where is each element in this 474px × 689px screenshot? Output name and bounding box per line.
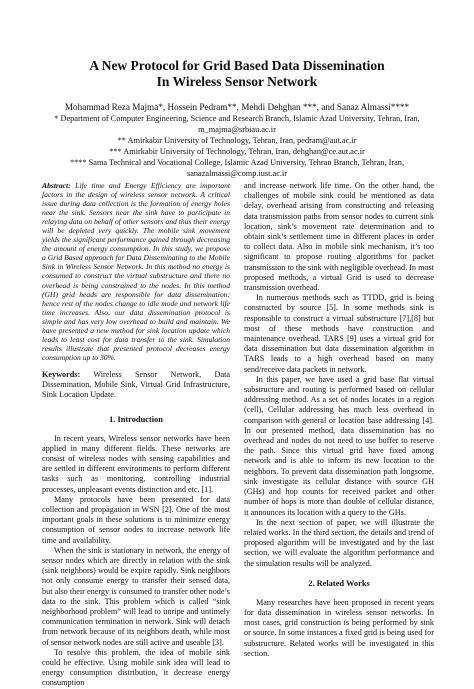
section-heading-related-works: 2. Related Works <box>308 578 370 588</box>
affiliation-4-email: sanazalmassi@comp.iust.ac.ir <box>186 169 288 178</box>
intro-paragraph-4: To resolve this problem, the idea of mobile sink could be effective. Using mobile sink idea will lead to energy consumption distribution, it decrease energy consumption <box>42 647 230 688</box>
affiliation-1: * Department of Computer Engineering, Science and Research Branch, Islamic Azad University, Tehran, Iran, <box>54 114 420 123</box>
section-heading-introduction: 1. Introduction <box>109 414 163 424</box>
section-spacer <box>244 569 434 579</box>
affiliation-4: **** Sama Technical and Vocational College, Islamic Azad University, Tehran Branch, Tehran, Iran, <box>69 158 405 167</box>
intro-paragraph-3: When the sink is stationary in network, the energy of sensor nodes which are directly in relation with the sink (sink neighbors) would be expire rapidly. Sink neighbors not only consume energy to transfer their sensed data, but also their energy is consumed to transfer other node’s data to the sink. This problem which is called “sink neighborhood problem” will lead to unripe and untimely communication termination in network. Sink will detach from network because of its neighbors death, while most of sensor network nodes are still active and useable [3]. <box>42 545 230 647</box>
affiliation-1-email: m_majma@srbiau.ac.ir <box>198 125 276 134</box>
left-column <box>42 181 230 689</box>
abstract-label: Abstract: <box>42 181 71 190</box>
intro-paragraph-5: and increase network life time. On the other hand, the challenges of mobile sink could be mentioned as data delay, overhead arising from constructing and releasing data transmission paths from sensor nodes to current sink location, sink’s movement rate determination and to obtain sink’s settlement time in different places in order to collect data. Also in mobile sink mechanism, it’s too significant to propose routing algorithms for packet transmission to the sink with negligible overhead. In most proposed methods, a virtual Grid is used to decrease transmission overhead. <box>244 181 434 293</box>
keywords-label: Keywords: <box>42 369 81 379</box>
intro-paragraph-8: In the next section of paper, we will illustrate the related works. In the third section, the details and trend of proposed algorithm will be investigated and by the last section, we will evaluate the algorithm performance and the simulation results will be analyzed. <box>244 517 434 568</box>
intro-paragraph-6: In numerous methods such as TTDD, grid is being constructed by source [5]. In some methods sink is responsible to construct a virtual substructure [7],[8] but most of these methods have construction and maintenance overhead. TARS [9] uses a virtual grid for data dissemination but data dissemination algorithm in TARS leads to a high overhead based on many send/receive data packets in network. <box>244 293 434 374</box>
right-column <box>244 181 434 659</box>
author-list: Mohammad Reza Majma*, Hossein Pedram**, Mehdi Dehghan ***, and Sanaz Almassi**** <box>64 102 410 112</box>
abstract-text: Life time and Energy Efficiency are important factors in the design of wireless sensor network. A critical issue during data collection is the formation of energy holes near the sink. Sensors near the sink have to participate in relaying data on behalf of other sensors and thus their energy will be depleted very quickly. The mobile sink movement yields the significant performance gained through decreasing the amount of energy consumption. In this study, we propose a Grid Based approach for Data Disseminating to the Mobile Sink in Wireless Sensor Network. In this method no energy is consumed to construct the virtual substructure and there no overhead is being constrained to the nodes. In this method (GH) grid heads are responsible for data dissemination; hence rest of the nodes change to idle mode and network life time increases. Also, our data dissemination protocol is simple and has very low overhead to build and maintain. We have presented a new method for sink location update which leads to least cost for data transfer to the sink. Simulation results illustrate that presented protocol decreases energy consumption up to 30%. <box>42 181 231 362</box>
paper-title-line-2: In Wireless Sensor Network <box>156 74 318 89</box>
paper-title-line-1: A New Protocol for Grid Based Data Dissemination <box>89 58 385 73</box>
affiliation-2: ** Amirkabir University of Technology, Tehran, Iran, pedram@aut.ac.ir <box>117 136 357 145</box>
intro-paragraph-7: In this paper, we have used a grid base flat virtual substructure and routing is performed based on cellular addressing method. As a set of nodes locates in a region (cell), Cellular addressing has much less overhead in comparison with general or location base addressing [4]. In our presented method, data dissemination has no overhead and nodes do not need to use buffer to reserve the path. Since this virtual grid have fixed among network and is able to inform its new location to the neighbors. To prevent data dissemination path longsome, sink investigate its cellular distance with source GH (GHs) and hop counts for received packet and other number of hops is more than double of cellular distance, it announces its location with a query to the GHs. <box>244 374 434 517</box>
keywords <box>42 370 230 401</box>
related-works-paragraph-1: Many researches have been proposed in recent years for data dissemination in wireless sensor networks. In most cases, grid construction is being performed by sink or source. In some instances a fixed grid is being used for substructure. Related works will be investigated in this section. <box>244 597 434 658</box>
intro-paragraph-2: Many protocols have been presented for data collection and propagation in WSN [2]. One of the most important goals in these solutions is to minimize energy consumption of sensor nodes to increase network life time and availability. <box>42 494 230 545</box>
abstract <box>42 181 230 362</box>
intro-paragraph-1: In recent years, Wireless sensor networks have been applied in many different fields. These networks are consist of wireless nodes with sensing capabilities and are settled in different environments to perform different tasks such as monitoring, controlling industrial processes, unpleasant events distinction and etc. [1]. <box>42 433 230 494</box>
affiliation-3: *** Amirkabir University of Technology, Tehran, Iran, dehghan@ce.aut.ac.ir <box>109 147 365 156</box>
keywords-text: Wireless Sensor Network, Data Dissemination, Mobile Sink, Virtual Grid Infrastructure, Sink Location Update. <box>42 369 230 400</box>
